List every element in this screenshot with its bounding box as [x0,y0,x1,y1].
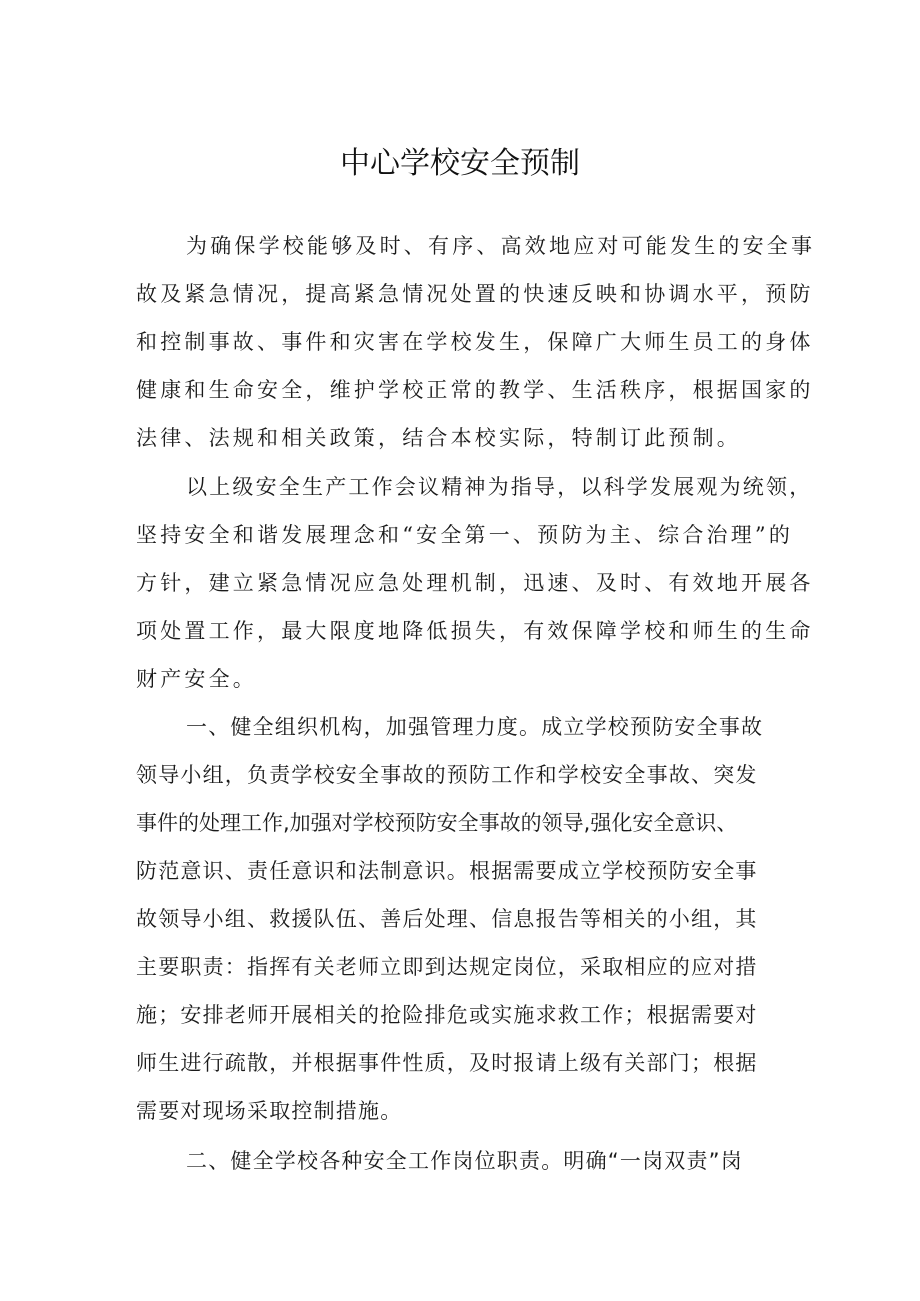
paragraph-3-line-2: 领导小组，负责学校安全事故的预防工作和学校安全事故、突发 [136,763,758,787]
paragraph-3-line-8: 师生进行疏散，并根据事件性质，及时报请上级有关部门；根据 [136,1051,758,1075]
paragraph-3-line-7: 施；安排老师开展相关的抢险排危或实施求救工作；根据需要对 [136,1003,758,1027]
paragraph-3-line-3: 事件的处理工作,加强对学校预防安全事故的领导,强化安全意识、 [136,811,738,835]
paragraph-1-line-4: 健康和生命安全，维护学校正常的教学、生活秩序，根据国家的 [136,378,814,402]
paragraph-2-line-1: 以上级安全生产工作会议精神为指导，以科学发展观为统领， [186,475,813,499]
paragraph-4-line-1: 二、健全学校各种安全工作岗位职责。明确“一岗双责”岗 [186,1149,743,1173]
paragraph-1-line-1: 为确保学校能够及时、有序、高效地应对可能发生的安全事 [186,234,816,258]
paragraph-3-line-1: 一、健全组织机构，加强管理力度。成立学校预防安全事故 [186,715,764,739]
paragraph-3-line-4: 防范意识、责任意识和法制意识。根据需要成立学校预防安全事 [136,859,758,883]
paragraph-3-line-6: 主要职责：指挥有关老师立即到达规定岗位，采取相应的应对措 [136,955,758,979]
paragraph-1-line-3: 和控制事故、事件和灾害在学校发生，保障广大师生员工的身体 [136,330,814,354]
paragraph-1-line-5: 法律、法规和相关政策，结合本校实际，特制订此预制。 [136,426,741,450]
paragraph-1-line-2: 故及紧急情况，提高紧急情况处置的快速反映和协调水平，预防 [136,282,814,306]
paragraph-2-line-3: 方针，建立紧急情况应急处理机制，迅速、及时、有效地开展各 [136,571,814,595]
paragraph-3-line-5: 故领导小组、救援队伍、善后处理、信息报告等相关的小组，其 [136,907,758,931]
paragraph-2-line-5: 财产安全。 [136,667,257,691]
paragraph-2-line-4: 项处置工作，最大限度地降低损失，有效保障学校和师生的生命 [136,619,814,643]
document-title: 中心学校安全预制 [340,146,580,181]
paragraph-3-line-9: 需要对现场采取控制措施。 [136,1099,403,1123]
paragraph-2-line-2: 坚持安全和谐发展理念和“安全第一、预防为主、综合治理”的 [136,523,794,547]
